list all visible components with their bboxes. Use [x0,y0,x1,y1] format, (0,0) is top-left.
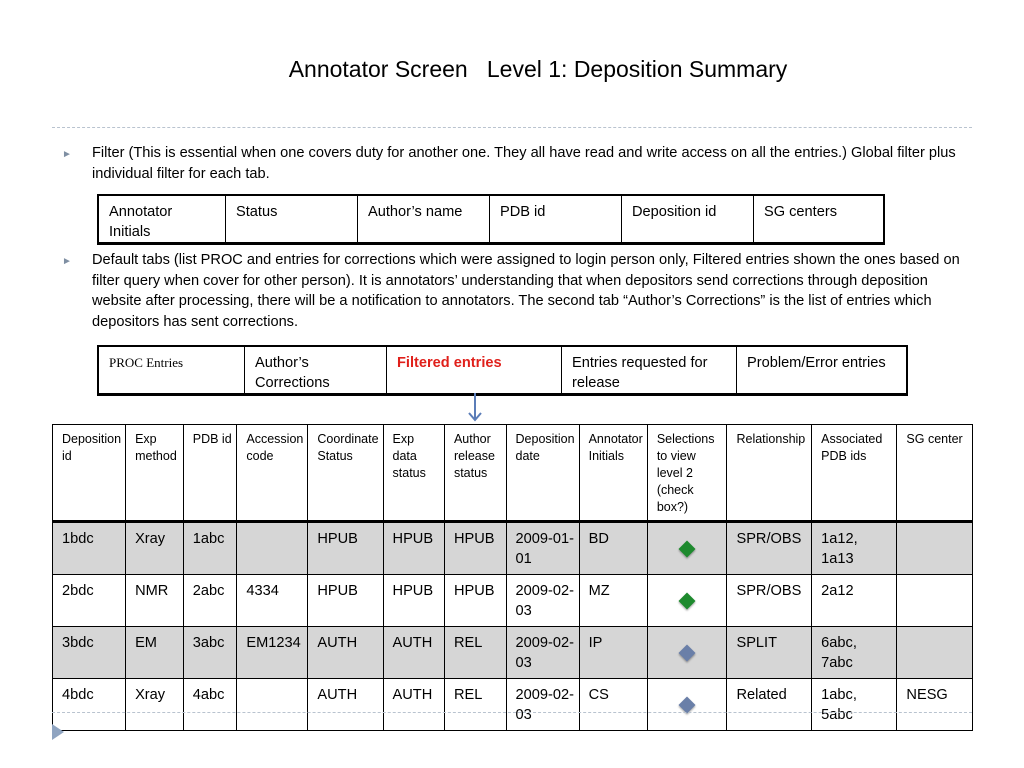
author-release-status-cell: HPUB [444,575,506,627]
coordinate-status-cell: HPUB [308,575,383,627]
coordinate-status-cell: AUTH [308,627,383,679]
tab-problem-error-entries[interactable]: Problem/Error entries [737,346,908,395]
author-release-status-cell: REL [444,627,506,679]
associated-pdb-ids-cell: 2a12 [812,575,897,627]
column-header: SG center [897,425,973,522]
selection-cell[interactable] [647,522,727,575]
table-row[interactable] [53,679,973,731]
annotator-initials-cell: BD [579,522,647,575]
filter-table [97,194,885,245]
deposition-id-cell: 3bdc [53,627,126,679]
sg-center-cell [897,627,973,679]
sg-center-cell [897,575,973,627]
next-slide-icon[interactable] [52,724,64,740]
table-row[interactable] [53,522,973,575]
deposition-summary-table [52,424,973,731]
selection-cell[interactable] [647,627,727,679]
filter-sg-centers[interactable]: SG centers [754,195,885,244]
annotator-initials-cell: MZ [579,575,647,627]
deposition-date-cell: 2009-02-03 [506,575,579,627]
selection-marker-icon[interactable] [679,696,696,713]
annotator-initials-cell: CS [579,679,647,731]
filter-bullet-text: Filter (This is essential when one covers duty for another one. They all have read and write access on all the entries.) Global filter plus individual filter for each tab. [92,145,956,182]
pdb-id-cell: 1abc [183,522,237,575]
pdb-id-cell: 4abc [183,679,237,731]
selection-cell[interactable] [647,679,727,731]
table-header-row [53,425,973,522]
column-header: Associated PDB ids [812,425,897,522]
accession-code-cell: EM1234 [237,627,308,679]
exp-method-cell: Xray [126,679,184,731]
tabs-bullet-text: Default tabs (list PROC and entries for corrections which were assigned to login person only, Filtered entries shown the ones based on filter query when cover for other person). It is annotators’ understanding that when depositors send corrections through deposition website after processing, there will be a notification to annotators. The second tab “Author’s Corrections” is the list of entries which depositors has sent corrections. [92,252,960,330]
author-release-status-cell: HPUB [444,522,506,575]
filter-annotator-initials[interactable]: Annotator Initials [98,195,226,244]
tab-filtered-entries[interactable]: Filtered entries [387,346,562,395]
associated-pdb-ids-cell: 1a12, 1a13 [812,522,897,575]
associated-pdb-ids-cell: 6abc, 7abc [812,627,897,679]
exp-data-status-cell: HPUB [383,575,444,627]
accession-code-cell: 4334 [237,575,308,627]
coordinate-status-cell: AUTH [308,679,383,731]
deposition-date-cell: 2009-02-03 [506,627,579,679]
filter-authors-name[interactable]: Author’s name [358,195,490,244]
tab-authors-corrections[interactable]: Author’s Corrections [245,346,387,395]
relationship-cell: Related [727,679,812,731]
selection-cell[interactable] [647,575,727,627]
column-header: Exp data status [383,425,444,522]
table-row[interactable] [53,575,973,627]
filter-pdb-id[interactable]: PDB id [490,195,622,244]
column-header: Author release status [444,425,506,522]
pdb-id-cell: 2abc [183,575,237,627]
page-title: Annotator Screen Level 1: Deposition Summary [288,56,788,82]
filter-status[interactable]: Status [226,195,358,244]
column-header: Deposition date [506,425,579,522]
bullet-arrow-icon: ► [62,256,72,267]
column-header: Annotator Initials [579,425,647,522]
column-header: Relationship [727,425,812,522]
exp-method-cell: Xray [126,522,184,575]
deposition-date-cell: 2009-02-03 [506,679,579,731]
footer-divider [52,712,972,713]
accession-code-cell [237,679,308,731]
selection-marker-icon[interactable] [679,592,696,609]
arrow-down-icon [466,393,484,423]
deposition-id-cell: 4bdc [53,679,126,731]
filter-deposition-id[interactable]: Deposition id [622,195,754,244]
exp-data-status-cell: HPUB [383,522,444,575]
exp-data-status-cell: AUTH [383,627,444,679]
author-release-status-cell: REL [444,679,506,731]
column-header: Selections to view level 2 (check box?) [647,425,727,522]
exp-data-status-cell: AUTH [383,679,444,731]
sg-center-cell [897,522,973,575]
relationship-cell: SPLIT [727,627,812,679]
deposition-date-cell: 2009-01-01 [506,522,579,575]
title-divider [52,127,972,128]
bullet-arrow-icon: ► [62,149,72,160]
exp-method-cell: EM [126,627,184,679]
deposition-id-cell: 1bdc [53,522,126,575]
tab-proc-entries[interactable]: PROC Entries [98,346,245,395]
selection-marker-icon[interactable] [679,644,696,661]
accession-code-cell [237,522,308,575]
column-header: Accession code [237,425,308,522]
column-header: Exp method [126,425,184,522]
sg-center-cell: NESG [897,679,973,731]
relationship-cell: SPR/OBS [727,522,812,575]
table-row[interactable] [53,627,973,679]
column-header: Deposition id [53,425,126,522]
pdb-id-cell: 3abc [183,627,237,679]
column-header: Coordinate Status [308,425,383,522]
deposition-id-cell: 2bdc [53,575,126,627]
coordinate-status-cell: HPUB [308,522,383,575]
exp-method-cell: NMR [126,575,184,627]
tab-entries-requested-release[interactable]: Entries requested for release [562,346,737,395]
tabs-table [97,345,908,396]
selection-marker-icon[interactable] [679,540,696,557]
associated-pdb-ids-cell: 1abc, 5abc [812,679,897,731]
annotator-initials-cell: IP [579,627,647,679]
column-header: PDB id [183,425,237,522]
relationship-cell: SPR/OBS [727,575,812,627]
